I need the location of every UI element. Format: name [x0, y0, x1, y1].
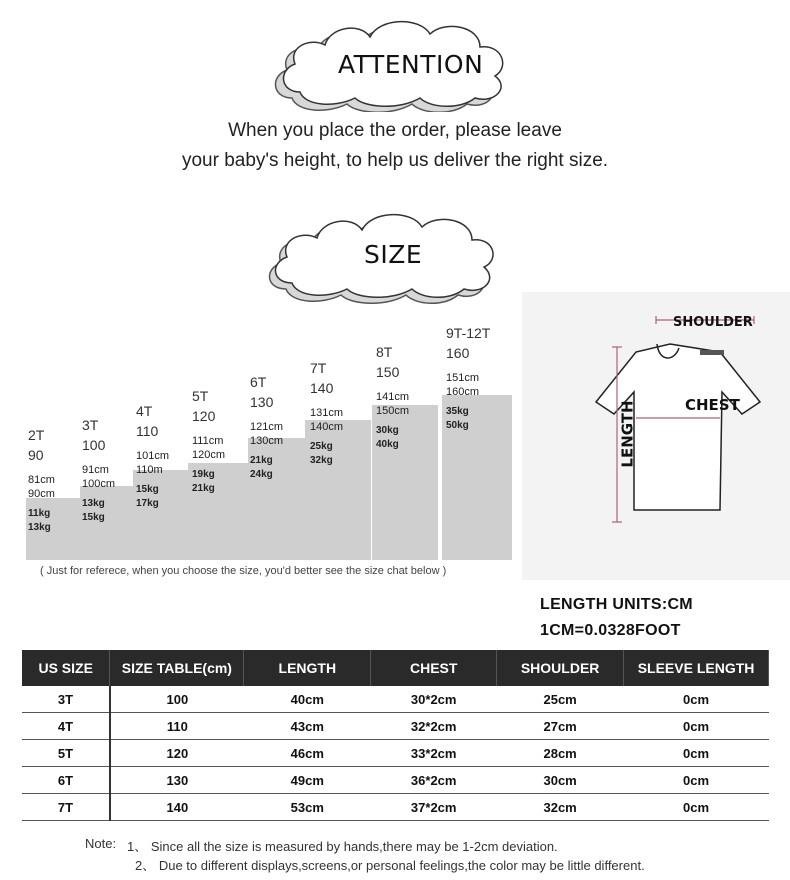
size-col-6t [250, 372, 283, 482]
note-1: 1、 Since all the size is measured by hands,there may be 1-2cm deviation. [127, 839, 558, 854]
size-cm: 160 [446, 345, 470, 361]
weight-max: 17kg [136, 498, 159, 509]
height-min: 121cm [250, 421, 284, 433]
chart-caption: ( Just for referece, when you choose the size, you'd better see the size chat below ) [40, 565, 447, 577]
height-max: 160cm [446, 386, 480, 398]
weight-min: 30kg [376, 425, 399, 436]
size-code: 6T [250, 374, 267, 390]
weight-max: 21kg [192, 483, 215, 494]
note-2: 2、 Due to different displays,screens,or personal feelings,the color may be little different. [135, 858, 645, 873]
size-code: 7T [310, 360, 327, 376]
size-cm: 130 [250, 394, 274, 410]
cell-size-table: 140 [110, 794, 244, 821]
attention-title: ATTENTION [338, 50, 484, 79]
col-us-size: US SIZE [22, 650, 110, 686]
cell-sleeve: 0cm [624, 713, 769, 740]
size-col-5t [192, 386, 225, 496]
size-code: 9T-12T [446, 325, 491, 341]
height-min: 151cm [446, 372, 480, 384]
size-code: 3T [82, 417, 99, 433]
height-min: 81cm [28, 474, 55, 486]
diagram-shoulder-label: SHOULDER [673, 315, 753, 330]
height-max: 100cm [82, 478, 116, 490]
cell-length: 43cm [244, 713, 371, 740]
height-max: 110m [136, 464, 163, 476]
weight-max: 24kg [250, 469, 273, 480]
units-line-2: 1CM=0.0328FOOT [540, 622, 681, 639]
cell-sleeve: 0cm [624, 686, 769, 713]
height-min: 91cm [82, 464, 109, 476]
weight-max: 50kg [446, 420, 469, 431]
size-code: 5T [192, 388, 209, 404]
cell-shoulder: 25cm [497, 686, 624, 713]
cell-us-size: 7T [22, 794, 110, 821]
table-row [22, 686, 769, 713]
size-cm: 100 [82, 437, 106, 453]
size-cm: 150 [376, 364, 400, 380]
cell-us-size: 5T [22, 740, 110, 767]
weight-max: 32kg [310, 455, 333, 466]
diagram-length-label: LENGTH [618, 400, 637, 468]
height-min: 111cm [192, 435, 224, 447]
size-table [22, 650, 769, 821]
cell-us-size: 3T [22, 686, 110, 713]
cell-chest: 32*2cm [371, 713, 497, 740]
height-max: 120cm [192, 449, 226, 461]
height-max: 150cm [376, 405, 410, 417]
size-code: 4T [136, 403, 153, 419]
cell-us-size: 4T [22, 713, 110, 740]
size-cm: 140 [310, 380, 334, 396]
height-max: 140cm [310, 421, 344, 433]
cell-chest: 37*2cm [371, 794, 497, 821]
size-col-4t [136, 401, 169, 511]
size-col-3t [82, 415, 115, 525]
intro-line-2: your baby's height, to help us deliver the right size. [181, 150, 609, 171]
col-shoulder: SHOULDER [497, 650, 624, 686]
col-size-table: SIZE TABLE(cm) [110, 650, 244, 686]
cell-shoulder: 27cm [497, 713, 624, 740]
height-max: 90cm [28, 488, 55, 500]
table-row [22, 794, 769, 821]
cell-chest: 30*2cm [371, 686, 497, 713]
weight-min: 19kg [192, 469, 215, 480]
cell-sleeve: 0cm [624, 767, 769, 794]
height-min: 141cm [376, 391, 410, 403]
table-header-row [22, 650, 769, 686]
cell-length: 53cm [244, 794, 371, 821]
cell-length: 40cm [244, 686, 371, 713]
size-cm: 110 [136, 423, 159, 439]
cell-shoulder: 30cm [497, 767, 624, 794]
size-col-9t-12t [446, 323, 490, 433]
cell-shoulder: 32cm [497, 794, 624, 821]
size-title: SIZE [364, 240, 423, 269]
weight-max: 40kg [376, 439, 399, 450]
cell-chest: 36*2cm [371, 767, 497, 794]
col-sleeve-length: SLEEVE LENGTH [624, 650, 769, 686]
weight-max: 13kg [28, 522, 51, 533]
size-col-2t [28, 425, 55, 535]
cell-length: 46cm [244, 740, 371, 767]
diagram-chest-label: CHEST [685, 396, 740, 414]
weight-min: 25kg [310, 441, 333, 452]
size-code: 2T [28, 427, 45, 443]
cell-us-size: 6T [22, 767, 110, 794]
size-col-8t [376, 342, 409, 452]
intro-line-1: When you place the order, please leave [228, 120, 562, 141]
weight-min: 35kg [446, 406, 469, 417]
cell-size-table: 120 [110, 740, 244, 767]
col-length: LENGTH [244, 650, 371, 686]
table-row [22, 767, 769, 794]
tshirt-diagram [522, 292, 790, 580]
table-row [22, 713, 769, 740]
size-code: 8T [376, 344, 393, 360]
cell-size-table: 130 [110, 767, 244, 794]
weight-min: 21kg [250, 455, 273, 466]
note-label: Note: [85, 836, 117, 851]
size-cm: 90 [28, 447, 44, 463]
cell-sleeve: 0cm [624, 794, 769, 821]
size-col-7t [310, 358, 343, 468]
height-min: 101cm [136, 450, 170, 462]
size-cm: 120 [192, 408, 216, 424]
cell-chest: 33*2cm [371, 740, 497, 767]
weight-min: 11kg [28, 508, 51, 519]
units-line-1: LENGTH UNITS:CM [540, 596, 693, 613]
weight-min: 13kg [82, 498, 105, 509]
cell-sleeve: 0cm [624, 740, 769, 767]
cell-length: 49cm [244, 767, 371, 794]
cell-size-table: 100 [110, 686, 244, 713]
cell-size-table: 110 [110, 713, 244, 740]
cell-shoulder: 28cm [497, 740, 624, 767]
weight-max: 15kg [82, 512, 105, 523]
weight-min: 15kg [136, 484, 159, 495]
col-chest: CHEST [371, 650, 497, 686]
height-max: 130cm [250, 435, 284, 447]
height-min: 131cm [310, 407, 344, 419]
table-row [22, 740, 769, 767]
